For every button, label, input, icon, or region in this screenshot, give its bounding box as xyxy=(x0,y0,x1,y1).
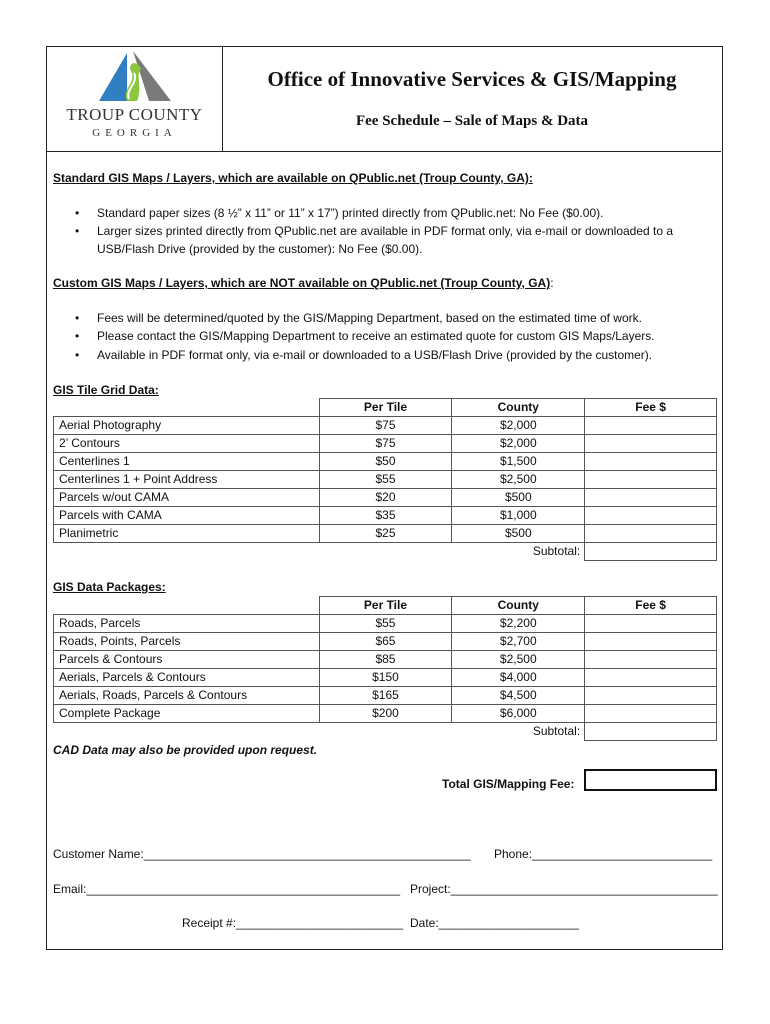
row-county: $2,500 xyxy=(452,471,585,489)
row-per-tile: $50 xyxy=(319,453,452,471)
row-name: Aerial Photography xyxy=(54,417,320,435)
row-county: $2,000 xyxy=(452,435,585,453)
row-per-tile: $20 xyxy=(319,489,452,507)
total-fee-field[interactable] xyxy=(584,769,717,791)
total-label: Total GIS/Mapping Fee: xyxy=(442,777,575,791)
table-row xyxy=(54,453,717,471)
phone-field[interactable]: Phone:___________________________ xyxy=(494,847,713,861)
row-per-tile: $200 xyxy=(319,705,452,723)
table-row xyxy=(54,417,717,435)
header xyxy=(47,47,721,152)
packages-heading: GIS Data Packages: xyxy=(53,580,166,594)
col-header-county: County xyxy=(452,399,585,417)
table-row xyxy=(54,651,717,669)
table-row xyxy=(54,615,717,633)
row-county: $2,200 xyxy=(452,615,585,633)
fee-input-cell[interactable] xyxy=(585,507,717,525)
row-county: $1,500 xyxy=(452,453,585,471)
table-row xyxy=(54,507,717,525)
row-per-tile: $55 xyxy=(319,615,452,633)
custom-heading xyxy=(53,276,554,290)
subtotal-input-cell[interactable] xyxy=(585,543,717,561)
row-per-tile: $75 xyxy=(319,435,452,453)
standard-bullet-1: • Standard paper sizes (8 ½” x 11” or 11” x 17”) printed directly from QPublic.net: No Fee ($0.00). xyxy=(97,206,603,220)
row-per-tile: $75 xyxy=(319,417,452,435)
fee-input-cell[interactable] xyxy=(585,435,717,453)
row-name: Complete Package xyxy=(54,705,320,723)
page-title: Office of Innovative Services & GIS/Mapping xyxy=(267,67,677,91)
project-field[interactable]: Project:________________________________________ xyxy=(410,882,718,896)
subtotal-label: Subtotal: xyxy=(532,724,581,739)
tile-grid-table xyxy=(53,398,717,561)
row-per-tile: $65 xyxy=(319,633,452,651)
tile-grid-heading: GIS Tile Grid Data: xyxy=(53,383,159,397)
table-row xyxy=(54,705,717,723)
row-name: Parcels w/out CAMA xyxy=(54,489,320,507)
table-row xyxy=(54,633,717,651)
row-name: Parcels with CAMA xyxy=(54,507,320,525)
standard-bullet-2: • Larger sizes printed directly from QPublic.net are available in PDF format only, via e-mail or downloaded to a xyxy=(97,224,673,238)
row-county: $500 xyxy=(452,489,585,507)
row-per-tile: $150 xyxy=(319,669,452,687)
row-county: $500 xyxy=(452,525,585,543)
custom-bullet-3: • Available in PDF format only, via e-mail or downloaded to a USB/Flash Drive (provided by the customer). xyxy=(97,348,652,362)
fee-input-cell[interactable] xyxy=(585,633,717,651)
fee-input-cell[interactable] xyxy=(585,687,717,705)
row-county: $2,700 xyxy=(452,633,585,651)
logo-name: TROUP COUNTY xyxy=(66,105,203,124)
fee-input-cell[interactable] xyxy=(585,705,717,723)
row-name: 2’ Contours xyxy=(54,435,320,453)
packages-table xyxy=(53,596,717,741)
row-per-tile: $55 xyxy=(319,471,452,489)
fee-input-cell[interactable] xyxy=(585,417,717,435)
fee-input-cell[interactable] xyxy=(585,489,717,507)
col-header-fee: Fee $ xyxy=(585,597,717,615)
row-name: Centerlines 1 + Point Address xyxy=(54,471,320,489)
table-row xyxy=(54,489,717,507)
fee-input-cell[interactable] xyxy=(585,615,717,633)
table-row xyxy=(54,525,717,543)
row-county: $6,000 xyxy=(452,705,585,723)
custom-bullet-1: • Fees will be determined/quoted by the GIS/Mapping Department, based on the estimated time of work. xyxy=(97,311,642,325)
col-header-county: County xyxy=(452,597,585,615)
fee-input-cell[interactable] xyxy=(585,471,717,489)
fee-input-cell[interactable] xyxy=(585,669,717,687)
row-name: Parcels & Contours xyxy=(54,651,320,669)
col-header-per-tile: Per Tile xyxy=(319,597,452,615)
table-row xyxy=(54,687,717,705)
cad-note: CAD Data may also be provided upon request. xyxy=(53,743,318,757)
row-county: $4,500 xyxy=(452,687,585,705)
row-name: Centerlines 1 xyxy=(54,453,320,471)
email-field[interactable]: Email:_______________________________________________ xyxy=(53,882,401,896)
standard-heading: Standard GIS Maps / Layers, which are available on QPublic.net (Troup County, GA): xyxy=(53,171,533,185)
date-field[interactable]: Date:_____________________ xyxy=(410,916,579,930)
row-per-tile: $25 xyxy=(319,525,452,543)
troup-county-logo-icon xyxy=(97,49,173,105)
row-name: Aerials, Roads, Parcels & Contours xyxy=(54,687,320,705)
table-row xyxy=(54,435,717,453)
standard-bullet-2-continued: USB/Flash Drive (provided by the customer): No Fee ($0.00). xyxy=(97,242,423,256)
row-name: Aerials, Parcels & Contours xyxy=(54,669,320,687)
row-name: Roads, Points, Parcels xyxy=(54,633,320,651)
logo-state: GEORGIA xyxy=(92,127,177,139)
page-subtitle: Fee Schedule – Sale of Maps & Data xyxy=(355,113,589,129)
row-county: $1,000 xyxy=(452,507,585,525)
row-per-tile: $165 xyxy=(319,687,452,705)
custom-bullet-2: • Please contact the GIS/Mapping Department to receive an estimated quote for custom GIS Maps/Layers. xyxy=(97,329,655,343)
subtotal-input-cell[interactable] xyxy=(585,723,717,741)
custom-heading-text: Custom GIS Maps / Layers, which are NOT available on QPublic.net (Troup County, GA) xyxy=(53,276,551,290)
fee-input-cell[interactable] xyxy=(585,525,717,543)
row-per-tile: $35 xyxy=(319,507,452,525)
row-county: $2,000 xyxy=(452,417,585,435)
col-header-per-tile: Per Tile xyxy=(319,399,452,417)
row-county: $4,000 xyxy=(452,669,585,687)
table-row xyxy=(54,471,717,489)
col-header-fee: Fee $ xyxy=(585,399,717,417)
table-row xyxy=(54,669,717,687)
row-county: $2,500 xyxy=(452,651,585,669)
customer-name-field[interactable]: Customer Name:_________________________________________________ xyxy=(53,847,471,861)
logo xyxy=(47,47,223,151)
row-per-tile: $85 xyxy=(319,651,452,669)
fee-input-cell[interactable] xyxy=(585,453,717,471)
row-name: Planimetric xyxy=(54,525,320,543)
fee-input-cell[interactable] xyxy=(585,651,717,669)
custom-heading-colon: : xyxy=(550,276,554,290)
row-name: Roads, Parcels xyxy=(54,615,320,633)
receipt-field[interactable]: Receipt #:_________________________ xyxy=(182,916,403,930)
subtotal-label: Subtotal: xyxy=(532,544,581,559)
